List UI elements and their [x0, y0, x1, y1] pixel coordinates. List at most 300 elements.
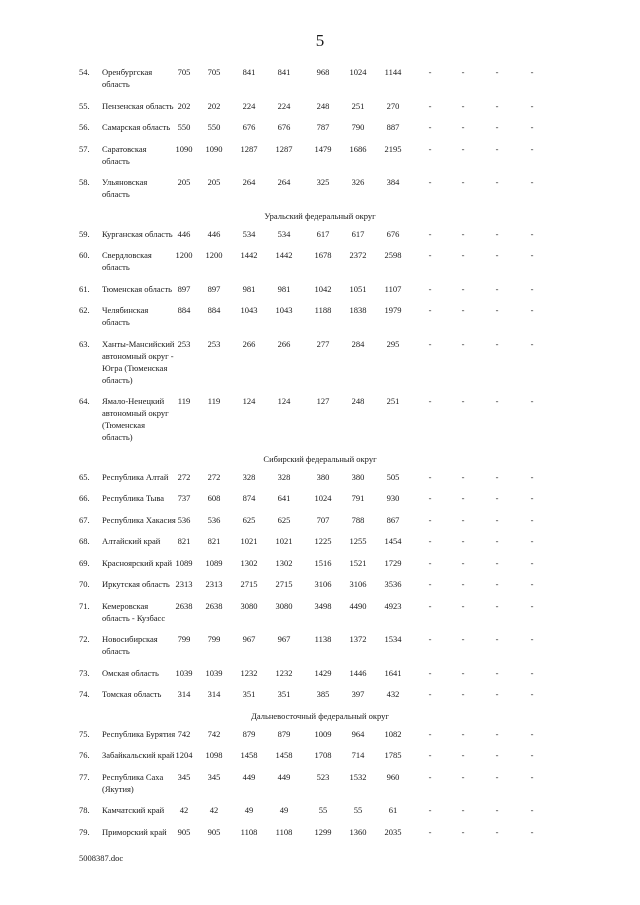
- value-cell: -: [461, 305, 465, 315]
- table-row: [0, 304, 640, 336]
- value-cell: 4490: [349, 600, 367, 611]
- value-cell: 968: [316, 67, 330, 77]
- value-cell: 981: [277, 283, 291, 294]
- value-cell: 272: [207, 471, 221, 482]
- row-number: 58.: [79, 177, 90, 187]
- value-cell: -: [495, 493, 499, 503]
- value-cell: 874: [242, 493, 256, 503]
- value-cell: -: [495, 305, 499, 315]
- value-cell: -: [530, 250, 534, 260]
- value-cell: -: [530, 228, 534, 239]
- value-cell: 1051: [349, 283, 367, 294]
- value-cell: 841: [242, 67, 256, 77]
- value-cell: 449: [242, 771, 256, 782]
- value-cell: 205: [207, 177, 221, 187]
- value-cell: 1360: [349, 826, 367, 837]
- value-cell: -: [461, 750, 465, 760]
- value-cell: -: [530, 805, 534, 815]
- value-cell: -: [530, 122, 534, 132]
- value-cell: 2035: [384, 826, 402, 837]
- value-cell: 272: [177, 471, 191, 482]
- value-cell: -: [530, 100, 534, 111]
- value-cell: 124: [277, 396, 291, 406]
- value-cell: 608: [207, 493, 221, 503]
- value-cell: -: [428, 536, 432, 546]
- table-row: [0, 633, 640, 665]
- value-cell: 124: [242, 396, 256, 406]
- region-name: Челябинская область: [102, 305, 149, 327]
- value-cell: 641: [277, 493, 291, 503]
- value-cell: 707: [316, 514, 330, 525]
- row-number: 72.: [79, 634, 90, 644]
- value-cell: 251: [351, 100, 365, 111]
- value-cell: 202: [207, 100, 221, 111]
- value-cell: 1979: [384, 305, 402, 315]
- region-name: Ямало-Ненецкий автономный округ (Тюменская область): [102, 396, 169, 442]
- value-cell: 1534: [384, 634, 402, 644]
- region-name: Алтайский край: [102, 536, 161, 546]
- value-cell: -: [461, 634, 465, 644]
- value-cell: 3080: [275, 600, 293, 611]
- row-number: 69.: [79, 557, 90, 568]
- value-cell: -: [495, 338, 499, 349]
- value-cell: 1442: [240, 250, 258, 260]
- row-number: 62.: [79, 305, 90, 315]
- value-cell: -: [530, 493, 534, 503]
- value-cell: 1138: [314, 634, 332, 644]
- value-cell: 449: [277, 771, 291, 782]
- row-number: 64.: [79, 396, 90, 406]
- value-cell: -: [461, 805, 465, 815]
- row-number: 73.: [79, 667, 90, 678]
- value-cell: -: [495, 826, 499, 837]
- value-cell: -: [495, 67, 499, 77]
- value-cell: 1686: [349, 143, 367, 154]
- value-cell: 1098: [205, 750, 223, 760]
- value-cell: -: [461, 67, 465, 77]
- value-cell: 790: [351, 122, 365, 132]
- region-name: Самарская область: [102, 122, 171, 132]
- table-row: [0, 249, 640, 281]
- table-row: [0, 228, 640, 248]
- document-filename: 5008387.doc: [79, 853, 124, 863]
- value-cell: 1009: [314, 728, 332, 739]
- value-cell: -: [461, 557, 465, 568]
- region-name: Пензенская область: [102, 100, 174, 111]
- value-cell: -: [530, 750, 534, 760]
- value-cell: 1144: [384, 67, 402, 77]
- value-cell: -: [461, 338, 465, 349]
- value-cell: 1521: [349, 557, 367, 568]
- value-cell: -: [461, 228, 465, 239]
- table-row: [0, 176, 640, 208]
- value-cell: -: [428, 493, 432, 503]
- table-row: [0, 688, 640, 708]
- value-cell: 705: [177, 67, 191, 77]
- value-cell: 714: [351, 750, 365, 760]
- value-cell: 1188: [314, 305, 332, 315]
- row-number: 68.: [79, 536, 90, 546]
- table-row: [0, 804, 640, 824]
- value-cell: -: [461, 493, 465, 503]
- value-cell: 1108: [240, 826, 258, 837]
- value-cell: 1090: [175, 143, 193, 154]
- region-name: Омская область: [102, 667, 159, 678]
- value-cell: 930: [386, 493, 400, 503]
- table-row: [0, 667, 640, 687]
- table-row: [0, 395, 640, 451]
- value-cell: 742: [177, 728, 191, 739]
- value-cell: 49: [244, 805, 254, 815]
- value-cell: 887: [386, 122, 400, 132]
- row-number: 66.: [79, 493, 90, 503]
- value-cell: -: [495, 250, 499, 260]
- row-number: 57.: [79, 143, 90, 154]
- value-cell: 534: [242, 228, 256, 239]
- row-number: 59.: [79, 228, 90, 239]
- row-number: 70.: [79, 579, 90, 589]
- value-cell: -: [428, 728, 432, 739]
- value-cell: -: [530, 536, 534, 546]
- value-cell: 119: [207, 396, 221, 406]
- value-cell: 1372: [349, 634, 367, 644]
- value-cell: 397: [351, 689, 365, 699]
- value-cell: -: [530, 338, 534, 349]
- region-name: Республика Саха (Якутия): [102, 771, 164, 794]
- value-cell: 821: [207, 536, 221, 546]
- value-cell: -: [530, 67, 534, 77]
- value-cell: 345: [177, 771, 191, 782]
- value-cell: 1021: [240, 536, 258, 546]
- value-cell: -: [428, 396, 432, 406]
- region-name: Томская область: [102, 689, 162, 699]
- value-cell: 791: [351, 493, 365, 503]
- value-cell: 224: [277, 100, 291, 111]
- value-cell: -: [461, 100, 465, 111]
- value-cell: 1039: [175, 667, 193, 678]
- value-cell: 295: [386, 338, 400, 349]
- table-row: [0, 600, 640, 632]
- region-name: Приморский край: [102, 826, 167, 837]
- value-cell: 224: [242, 100, 256, 111]
- value-cell: 676: [277, 122, 291, 132]
- value-cell: 1089: [175, 557, 193, 568]
- value-cell: -: [495, 396, 499, 406]
- value-cell: -: [495, 667, 499, 678]
- value-cell: 1678: [314, 250, 332, 260]
- value-cell: 799: [177, 634, 191, 644]
- value-cell: -: [428, 228, 432, 239]
- value-cell: -: [428, 667, 432, 678]
- value-cell: -: [530, 689, 534, 699]
- region-name: Ульяновская область: [102, 177, 148, 199]
- value-cell: -: [495, 771, 499, 782]
- value-cell: -: [530, 557, 534, 568]
- region-name: Новосибирская область: [102, 634, 158, 656]
- value-cell: -: [428, 250, 432, 260]
- value-cell: -: [461, 536, 465, 546]
- value-cell: 536: [207, 514, 221, 525]
- value-cell: 1442: [275, 250, 293, 260]
- value-cell: 2195: [384, 143, 402, 154]
- value-cell: -: [428, 471, 432, 482]
- value-cell: -: [461, 771, 465, 782]
- value-cell: 446: [207, 228, 221, 239]
- value-cell: 345: [207, 771, 221, 782]
- value-cell: -: [495, 514, 499, 525]
- table-row: [0, 471, 640, 491]
- value-cell: 325: [316, 177, 330, 187]
- section-heading: [0, 710, 640, 728]
- value-cell: 905: [207, 826, 221, 837]
- value-cell: -: [495, 283, 499, 294]
- value-cell: 1108: [275, 826, 293, 837]
- table-row: [0, 514, 640, 534]
- value-cell: -: [461, 514, 465, 525]
- region-name: Оренбургская область: [102, 67, 153, 89]
- value-cell: 4923: [384, 600, 402, 611]
- value-cell: 202: [177, 100, 191, 111]
- value-cell: -: [530, 826, 534, 837]
- value-cell: -: [495, 536, 499, 546]
- value-cell: -: [461, 471, 465, 482]
- value-cell: 1200: [175, 250, 193, 260]
- row-number: 71.: [79, 600, 90, 611]
- value-cell: 1021: [275, 536, 293, 546]
- value-cell: 384: [386, 177, 400, 187]
- value-cell: 351: [242, 689, 256, 699]
- table-row: [0, 578, 640, 598]
- value-cell: 264: [242, 177, 256, 187]
- region-name: Свердловская область: [102, 250, 152, 272]
- row-number: 56.: [79, 122, 90, 132]
- row-number: 63.: [79, 338, 90, 349]
- value-cell: 960: [386, 771, 400, 782]
- value-cell: 270: [386, 100, 400, 111]
- value-cell: 1708: [314, 750, 332, 760]
- value-cell: 42: [179, 805, 189, 815]
- value-cell: 328: [242, 471, 256, 482]
- section-label: Дальневосточный федеральный округ: [251, 710, 389, 721]
- value-cell: 1089: [205, 557, 223, 568]
- value-cell: -: [530, 471, 534, 482]
- value-cell: -: [495, 600, 499, 611]
- value-cell: 897: [207, 283, 221, 294]
- value-cell: -: [530, 728, 534, 739]
- value-cell: -: [461, 826, 465, 837]
- value-cell: 536: [177, 514, 191, 525]
- value-cell: -: [495, 122, 499, 132]
- value-cell: 550: [177, 122, 191, 132]
- value-cell: 550: [207, 122, 221, 132]
- value-cell: 879: [277, 728, 291, 739]
- row-number: 79.: [79, 826, 90, 837]
- table-row: [0, 492, 640, 512]
- region-name: Республика Хакасия: [102, 514, 176, 525]
- value-cell: 964: [351, 728, 365, 739]
- value-cell: 55: [353, 805, 363, 815]
- region-name: Саратовская область: [102, 143, 147, 166]
- value-cell: 1458: [240, 750, 258, 760]
- value-cell: 905: [177, 826, 191, 837]
- value-cell: 967: [242, 634, 256, 644]
- value-cell: -: [530, 600, 534, 611]
- value-cell: 1225: [314, 536, 332, 546]
- value-cell: 821: [177, 536, 191, 546]
- value-cell: 432: [386, 689, 400, 699]
- table-row: [0, 771, 640, 803]
- value-cell: 326: [351, 177, 365, 187]
- value-cell: 119: [177, 396, 191, 406]
- value-cell: 2638: [205, 600, 223, 611]
- value-cell: 879: [242, 728, 256, 739]
- value-cell: -: [428, 100, 432, 111]
- value-cell: -: [428, 634, 432, 644]
- value-cell: 266: [277, 338, 291, 349]
- value-cell: 705: [207, 67, 221, 77]
- value-cell: -: [428, 514, 432, 525]
- value-cell: 737: [177, 493, 191, 503]
- value-cell: 2715: [275, 579, 293, 589]
- value-cell: -: [428, 579, 432, 589]
- value-cell: -: [495, 471, 499, 482]
- section-label: Сибирский федеральный округ: [263, 453, 377, 464]
- table-row: [0, 121, 640, 141]
- value-cell: -: [428, 805, 432, 815]
- row-number: 67.: [79, 514, 90, 525]
- value-cell: 61: [388, 805, 398, 815]
- row-number: 78.: [79, 805, 90, 815]
- value-cell: 1785: [384, 750, 402, 760]
- value-cell: -: [530, 771, 534, 782]
- value-cell: 617: [316, 228, 330, 239]
- row-number: 77.: [79, 771, 90, 782]
- value-cell: 1729: [384, 557, 402, 568]
- value-cell: 1204: [175, 750, 193, 760]
- value-cell: 1200: [205, 250, 223, 260]
- value-cell: 248: [316, 100, 330, 111]
- value-cell: 385: [316, 689, 330, 699]
- value-cell: -: [428, 826, 432, 837]
- value-cell: 248: [351, 396, 365, 406]
- value-cell: -: [530, 177, 534, 187]
- region-name: Камчатский край: [102, 805, 165, 815]
- value-cell: 2715: [240, 579, 258, 589]
- value-cell: 1287: [240, 143, 258, 154]
- table-row: [0, 338, 640, 394]
- value-cell: 676: [386, 228, 400, 239]
- value-cell: 251: [386, 396, 400, 406]
- value-cell: -: [461, 250, 465, 260]
- value-cell: 1090: [205, 143, 223, 154]
- value-cell: 1232: [240, 667, 258, 678]
- value-cell: -: [461, 728, 465, 739]
- row-number: 61.: [79, 283, 90, 294]
- value-cell: 1082: [384, 728, 402, 739]
- value-cell: 523: [316, 771, 330, 782]
- value-cell: 981: [242, 283, 256, 294]
- value-cell: -: [428, 338, 432, 349]
- value-cell: 2598: [384, 250, 402, 260]
- value-cell: -: [428, 143, 432, 154]
- table-row: [0, 100, 640, 120]
- value-cell: -: [495, 750, 499, 760]
- value-cell: -: [461, 396, 465, 406]
- region-name: Красноярский край: [102, 557, 173, 568]
- value-cell: -: [428, 771, 432, 782]
- value-cell: -: [461, 177, 465, 187]
- value-cell: 676: [242, 122, 256, 132]
- value-cell: -: [461, 667, 465, 678]
- table-row: [0, 557, 640, 577]
- value-cell: 351: [277, 689, 291, 699]
- value-cell: -: [428, 689, 432, 699]
- row-number: 60.: [79, 250, 90, 260]
- value-cell: 2313: [205, 579, 223, 589]
- value-cell: -: [428, 67, 432, 77]
- table-row: [0, 283, 640, 303]
- row-number: 75.: [79, 728, 90, 739]
- table-row: [0, 826, 640, 846]
- table-row: [0, 535, 640, 555]
- value-cell: -: [530, 514, 534, 525]
- value-cell: 3106: [349, 579, 367, 589]
- row-number: 74.: [79, 689, 90, 699]
- value-cell: -: [530, 634, 534, 644]
- row-number: 76.: [79, 750, 90, 760]
- value-cell: 1024: [314, 493, 332, 503]
- value-cell: 2372: [349, 250, 367, 260]
- row-number: 54.: [79, 67, 90, 77]
- value-cell: 1039: [205, 667, 223, 678]
- value-cell: -: [495, 228, 499, 239]
- page-number: 5: [315, 31, 325, 50]
- value-cell: 788: [351, 514, 365, 525]
- region-name: Забайкальский край: [102, 750, 175, 760]
- value-cell: 1299: [314, 826, 332, 837]
- value-cell: 799: [207, 634, 221, 644]
- value-cell: -: [461, 122, 465, 132]
- value-cell: -: [530, 579, 534, 589]
- value-cell: 3106: [314, 579, 332, 589]
- region-name: Кемеровская область - Кузбасс: [102, 600, 166, 623]
- value-cell: 1454: [384, 536, 402, 546]
- row-number: 55.: [79, 100, 90, 111]
- value-cell: 1302: [275, 557, 293, 568]
- value-cell: 967: [277, 634, 291, 644]
- value-cell: -: [530, 283, 534, 294]
- value-cell: -: [495, 728, 499, 739]
- table-row: [0, 749, 640, 769]
- value-cell: -: [495, 100, 499, 111]
- value-cell: 49: [279, 805, 289, 815]
- value-cell: -: [428, 122, 432, 132]
- value-cell: 380: [351, 471, 365, 482]
- value-cell: 328: [277, 471, 291, 482]
- value-cell: -: [428, 557, 432, 568]
- table-row: [0, 66, 640, 98]
- region-name: Республика Тыва: [102, 493, 165, 503]
- value-cell: 1255: [349, 536, 367, 546]
- value-cell: 1446: [349, 667, 367, 678]
- value-cell: 1042: [314, 283, 332, 294]
- value-cell: 1838: [349, 305, 367, 315]
- value-cell: 742: [207, 728, 221, 739]
- value-cell: 284: [351, 338, 365, 349]
- region-name: Иркутская область: [102, 579, 170, 589]
- value-cell: 253: [207, 338, 221, 349]
- value-cell: -: [495, 805, 499, 815]
